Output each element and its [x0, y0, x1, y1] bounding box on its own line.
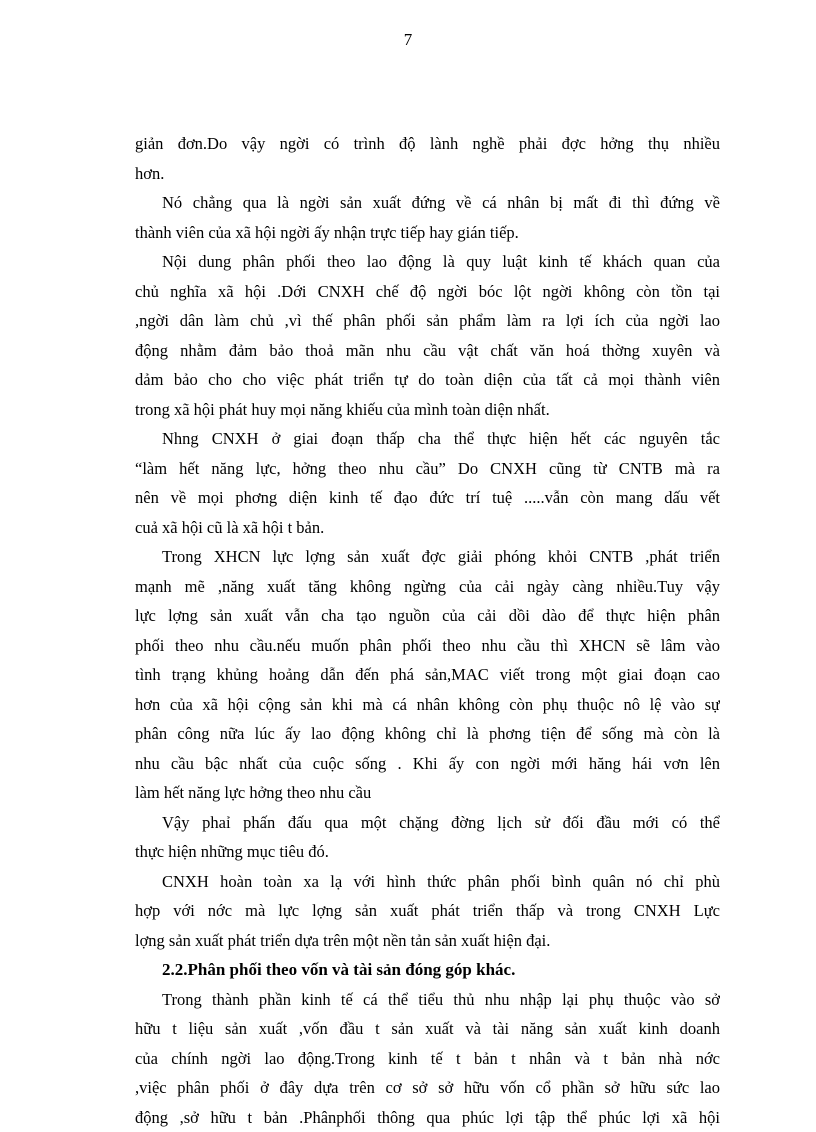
text-line: động nhằm đảm bảo thoả mãn nhu cầu vật chất văn hoá thờng xuyên và: [135, 336, 720, 366]
text-line: làm hết năng lực hởng theo nhu cầu: [135, 778, 720, 808]
document-body: [135, 129, 720, 1132]
text-line: phân công nữa lúc ấy lao động không chỉ là phơng tiện để sống mà còn là: [135, 719, 720, 749]
text-line: mạnh mẽ ,năng xuất tăng không ngừng của cải ngày càng nhiều.Tuy vậy: [135, 572, 720, 602]
text-line: Nó chẳng qua là ngời sản xuất đứng về cá nhân bị mất đi thì đứng về: [135, 188, 720, 218]
page-number: 7: [0, 30, 816, 50]
text-line: lực lợng sản xuất vẫn cha tạo nguồn của cải dồi dào để thực hiện phân: [135, 601, 720, 631]
text-line: trong xã hội phát huy mọi năng khiếu của mình toàn diện nhất.: [135, 395, 720, 425]
text-line: ,việc phân phối ở đây dựa trên cơ sở sở hữu vốn cổ phần sở hữu sức lao: [135, 1073, 720, 1103]
text-line: nhu cầu bậc nhất của cuộc sống . Khi ấy con ngời mới hăng hái vơn lên: [135, 749, 720, 779]
text-line: lợng sản xuất phát triển dựa trên một nền tản sản xuất hiện đại.: [135, 926, 720, 956]
text-line: giản đơn.Do vậy ngời có trình độ lành nghề phải đợc hởng thụ nhiều: [135, 129, 720, 159]
text-line: phối theo nhu cầu.nếu muốn phân phối theo nhu cầu thì XHCN sẽ lâm vào: [135, 631, 720, 661]
text-line: chủ nghĩa xã hội .Dới CNXH chế độ ngời bóc lột ngời không còn tồn tại: [135, 277, 720, 307]
text-line: hơn.: [135, 159, 720, 189]
section-heading: 2.2.Phân phối theo vốn và tài sản đóng góp khác.: [135, 955, 720, 985]
text-line: “làm hết năng lực, hởng theo nhu cầu” Do CNXH cũng từ CNTB mà ra: [135, 454, 720, 484]
text-line: dảm bảo cho cho việc phát triển tự do toàn diện của tất cả mọi thành viên: [135, 365, 720, 395]
text-line: nên về mọi phơng diện kinh tế đạo đức trí tuệ .....vẫn còn mang dấu vết: [135, 483, 720, 513]
text-line: tình trạng khủng hoảng dẫn đến phá sản,MAC viết trong một giai đoạn cao: [135, 660, 720, 690]
text-line: Nội dung phân phối theo lao động là quy luật kinh tế khách quan của: [135, 247, 720, 277]
text-line: hơn của xã hội cộng sản khi mà cá nhân không còn phụ thuộc nô lệ vào sự: [135, 690, 720, 720]
text-line: Nhng CNXH ở giai đoạn thấp cha thể thực hiện hết các nguyên tắc: [135, 424, 720, 454]
text-line: cuả xã hội cũ là xã hội t bản.: [135, 513, 720, 543]
text-line: Trong thành phần kinh tế cá thể tiểu thủ nhu nhập lại phụ thuộc vào sở: [135, 985, 720, 1015]
text-line: hữu t liệu sản xuất ,vốn đầu t sản xuất và tài năng sản xuất kinh doanh: [135, 1014, 720, 1044]
text-line: thực hiện những mục tiêu đó.: [135, 837, 720, 867]
text-line: Trong XHCN lực lợng sản xuất đợc giải phóng khỏi CNTB ,phát triển: [135, 542, 720, 572]
text-line: hợp với nớc mà lực lợng sản xuất phát triển thấp và trong CNXH Lực: [135, 896, 720, 926]
text-line: Vậy phaỉ phấn đấu qua một chặng đờng lịch sử đối đầu mới có thể: [135, 808, 720, 838]
text-line: thành viên của xã hội ngời ấy nhận trực tiếp hay gián tiếp.: [135, 218, 720, 248]
text-line: của chính ngời lao động.Trong kinh tế t bản t nhân và t bản nhà nớc: [135, 1044, 720, 1074]
text-line: ,ngời dân làm chủ ,vì thế phân phối sản phẩm làm ra lợi ích của ngời lao: [135, 306, 720, 336]
text-line: động ,sở hữu t bản .Phânphối thông qua phúc lợi tập thể phúc lợi xã hội: [135, 1103, 720, 1132]
text-line: CNXH hoàn toàn xa lạ với hình thức phân phối bình quân nó chỉ phù: [135, 867, 720, 897]
